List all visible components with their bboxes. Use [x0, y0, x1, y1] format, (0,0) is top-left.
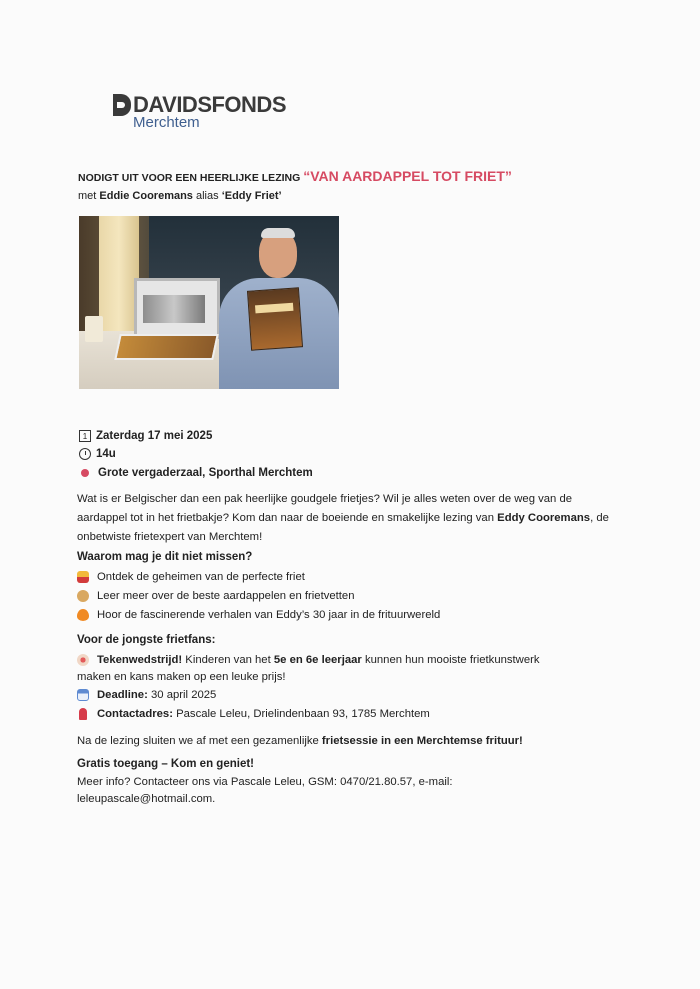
speaker-prefix: met — [78, 190, 100, 202]
fries-icon — [77, 571, 89, 583]
speaker-name: Eddie Cooremans — [99, 190, 193, 202]
contest-text-1: Kinderen van het — [182, 654, 274, 666]
deadline-value: 30 april 2025 — [147, 689, 217, 701]
reasons-heading: Waarom mag je dit niet missen? — [77, 551, 253, 563]
reason-item — [77, 590, 354, 602]
fire-icon — [77, 609, 89, 621]
speaker-alias: ‘Eddy Friet’ — [221, 190, 282, 202]
contact-label: Contactadres: — [97, 708, 173, 720]
deadline-label: Deadline: — [97, 689, 148, 701]
event-location — [79, 467, 313, 479]
headline-lead: NODIGT UIT VOOR EEN HEERLIJKE LEZING — [78, 172, 304, 184]
contest-line — [77, 654, 540, 666]
event-time — [79, 448, 116, 460]
intro-name: Eddy Cooremans — [497, 512, 591, 524]
contest-label: Tekenwedstrijd! — [97, 654, 183, 666]
speaker-photo — [79, 216, 339, 389]
palette-icon — [77, 654, 89, 666]
photo-book-cover — [247, 287, 303, 350]
calendar-icon: 1 — [79, 430, 91, 442]
location-pin-icon — [81, 469, 89, 477]
contact-line — [77, 708, 430, 720]
event-location-text: Grote vergaderzaal, Sporthal Merchtem — [98, 467, 313, 479]
kids-heading: Voor de jongste frietfans: — [77, 634, 216, 646]
logo-subtitle: Merchtem — [133, 114, 200, 131]
pushpin-icon — [79, 708, 87, 720]
intro-text: Wat is er Belgischer dan een pak heerlijke goudgele frietjes? Wil je alles weten over de weg van de aardappel tot in het frietbakje? Kom dan naar de boeiende en smakelijke lezing van — [77, 493, 573, 524]
potato-icon — [77, 590, 89, 602]
intro-suffix: , de onbetwiste frietexpert van Merchtem! — [77, 512, 609, 543]
photo-picture-frame — [134, 278, 220, 339]
calendar-icon — [77, 689, 89, 701]
reason-text: Leer meer over de beste aardappelen en frietvetten — [97, 590, 355, 602]
contest-text-3: maken en kans maken op een leuke prijs! — [77, 671, 286, 683]
reason-text: Hoor de fascinerende verhalen van Eddy’s 30 jaar in de frituurwereld — [97, 609, 441, 621]
contest-grades: 5e en 6e leerjaar — [273, 654, 362, 666]
reason-item — [77, 571, 305, 583]
clock-icon — [79, 448, 91, 460]
event-time-text: 14u — [96, 448, 116, 460]
deadline-line — [77, 689, 216, 701]
reason-item — [77, 609, 440, 621]
photo-open-book — [114, 334, 219, 360]
intro-paragraph — [77, 490, 622, 547]
photo-cup — [85, 316, 103, 342]
info-line-1 — [77, 776, 453, 788]
photo-curtain — [99, 216, 139, 346]
free-entry: Gratis toegang – Kom en geniet! — [77, 758, 254, 770]
contact-value: Pascale Leleu, Drielindenbaan 93, 1785 Merchtem — [172, 708, 430, 720]
info-text-1: Meer info? Contacteer ons via Pascale Leleu, GSM: 0470/21.80.57, e-mail: — [77, 776, 453, 788]
headline-title: “VAN AARDAPPEL TOT FRIET” — [303, 168, 512, 184]
event-date-text: Zaterdag 17 mei 2025 — [96, 430, 213, 442]
headline — [78, 168, 512, 186]
contest-text-2: kunnen hun mooiste frietkunstwerk — [361, 654, 540, 666]
logo-name: DAVIDSFONDS — [133, 92, 286, 117]
closing-line — [77, 735, 523, 747]
info-line-2 — [77, 793, 215, 805]
photo-person-hair — [261, 228, 295, 238]
logo-mark-icon — [113, 94, 131, 116]
speaker-line — [78, 190, 282, 202]
reason-text: Ontdek de geheimen van de perfecte friet — [97, 571, 305, 583]
info-email: leleupascale@hotmail.com. — [77, 793, 216, 805]
closing-highlight: frietsessie in een Merchtemse frituur! — [321, 735, 523, 747]
closing-text: Na de lezing sluiten we af met een gezamenlijke — [77, 735, 322, 747]
contest-line-2 — [77, 671, 286, 683]
speaker-middle: alias — [192, 190, 222, 202]
event-date — [79, 430, 212, 442]
